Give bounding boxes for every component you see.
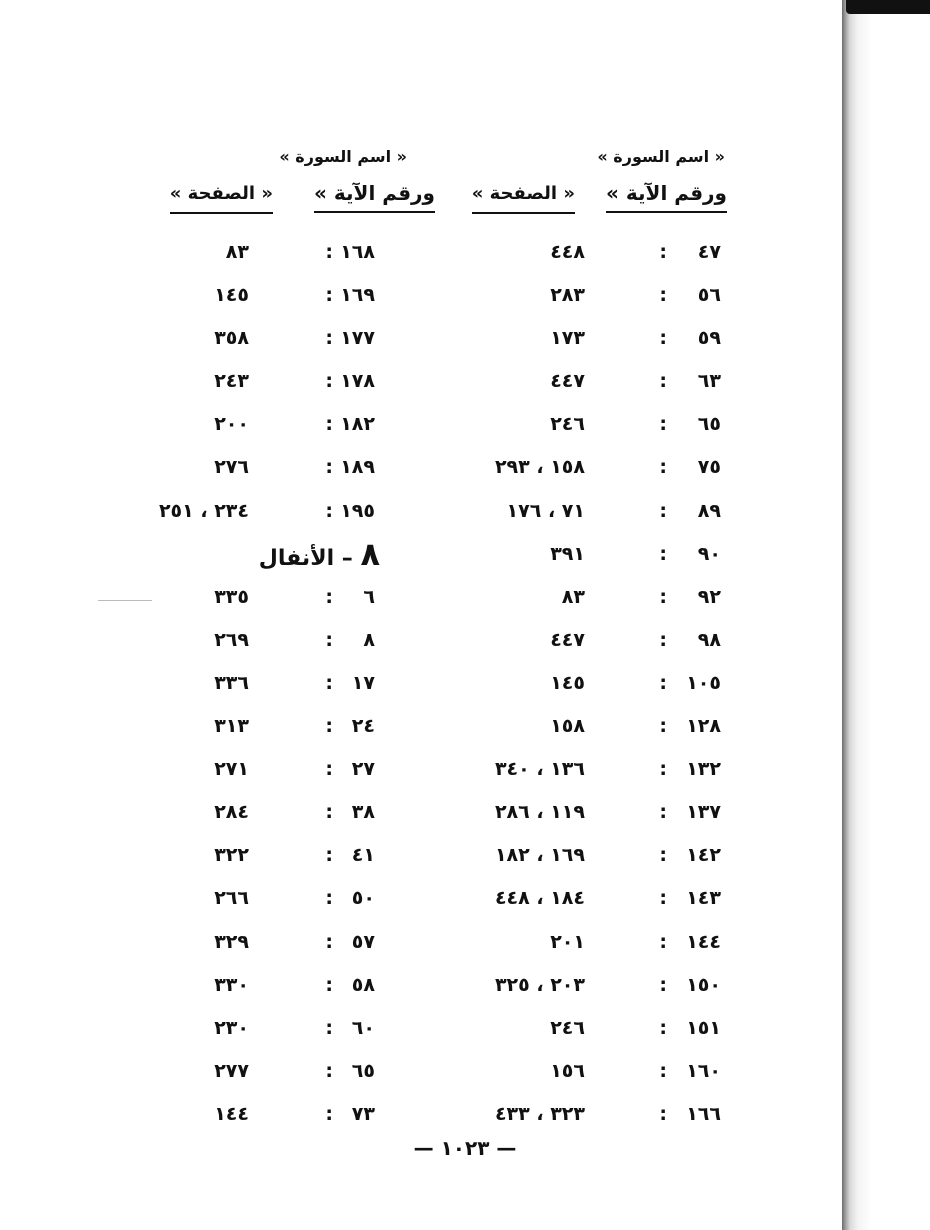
colon-separator: :	[659, 930, 667, 953]
index-row	[480, 662, 735, 705]
index-row	[180, 877, 445, 920]
colon-separator: :	[659, 370, 667, 393]
ayah-number: ١٦٦	[686, 1102, 721, 1125]
index-row	[180, 446, 445, 489]
page-refs: ٢٦٩	[214, 628, 249, 651]
ayah-number: ١٦٠	[686, 1059, 721, 1082]
page-refs: ١٧٣	[550, 327, 585, 350]
index-row	[180, 1050, 445, 1093]
colon-separator: :	[659, 1016, 667, 1039]
page-refs: ١٥٨	[550, 715, 585, 738]
page-refs: ٣٣٥	[214, 585, 249, 608]
ayah-number: ١٣٢	[686, 758, 721, 781]
ayah-number: ١٧	[351, 671, 375, 694]
page-refs: ٤٤٧	[550, 628, 585, 651]
page-refs: ١٣٦ ، ٣٤٠	[494, 758, 585, 781]
index-row	[180, 274, 445, 317]
index-row	[180, 705, 445, 748]
colon-separator: :	[659, 715, 667, 738]
colon-separator: :	[325, 715, 333, 738]
page-refs: ٨٣	[561, 585, 585, 608]
index-row	[480, 490, 735, 533]
index-row	[480, 360, 735, 403]
ayah-header: ورقم الآية »	[606, 181, 727, 213]
ayah-number: ٨٩	[697, 499, 721, 522]
surah-header: « اسم السورة »	[597, 147, 725, 166]
colon-separator: :	[325, 844, 333, 867]
index-row	[180, 403, 445, 446]
column-header	[471, 145, 735, 225]
colon-separator: :	[659, 499, 667, 522]
page-refs: ٢٣٠	[214, 1016, 249, 1039]
page-refs: ٣٢٢	[214, 844, 249, 867]
index-row	[480, 403, 735, 446]
index-row	[480, 1007, 735, 1050]
colon-separator: :	[659, 241, 667, 263]
index-row	[180, 662, 445, 705]
ayah-number: ٩٨	[697, 628, 721, 651]
index-row	[180, 1093, 445, 1136]
colon-separator: :	[659, 1059, 667, 1082]
index-row	[180, 791, 445, 834]
page-number: — ١٠٢٣ —	[413, 1136, 517, 1160]
index-row	[480, 317, 735, 360]
colon-separator: :	[325, 758, 333, 781]
colon-separator: :	[325, 456, 333, 479]
ayah-number: ١٠٥	[686, 671, 721, 694]
ayah-number: ٦	[363, 585, 375, 608]
index-row	[480, 921, 735, 964]
page-refs: ٧١ ، ١٧٦	[506, 499, 585, 522]
ayah-number: ٦٥	[697, 413, 721, 436]
index-rows	[158, 231, 445, 1136]
ayah-number: ١٢٨	[686, 715, 721, 738]
index-row	[480, 705, 735, 748]
ayah-number: ١٥١	[686, 1016, 721, 1039]
colon-separator: :	[659, 1102, 667, 1125]
page-refs: ٣٢٩	[214, 930, 249, 953]
page-refs: ٢٧٦	[214, 456, 249, 479]
page-refs: ٣٥٨	[214, 327, 249, 350]
page-refs: ٨٣	[225, 241, 249, 263]
index-row	[180, 576, 445, 619]
ayah-number: ٤٧	[697, 241, 721, 263]
index-row	[480, 877, 735, 920]
colon-separator: :	[325, 1102, 333, 1125]
colon-separator: :	[659, 671, 667, 694]
page-refs: ٢٤٦	[550, 413, 585, 436]
surah-number: ٨	[360, 534, 380, 573]
colon-separator: :	[659, 327, 667, 350]
page-refs: ١٤٥	[550, 671, 585, 694]
page-refs: ٢٧٧	[214, 1059, 249, 1082]
ayah-number: ٧٣	[351, 1102, 375, 1125]
page-refs: ٤٤٧	[550, 370, 585, 393]
page-refs: ٢٧١	[214, 758, 249, 781]
colon-separator: :	[325, 801, 333, 824]
ayah-number: ١٤٣	[686, 887, 721, 910]
surah-header: « اسم السورة »	[279, 147, 407, 166]
page-refs: ٣٩١	[550, 542, 585, 565]
book-spine-shadow	[842, 0, 930, 1230]
index-row	[180, 1007, 445, 1050]
ayah-number: ٩٠	[697, 542, 721, 565]
page-refs: ٢٨٤	[214, 801, 249, 824]
ayah-number: ٦٠	[351, 1016, 375, 1039]
page-refs: ٢٦٦	[214, 887, 249, 910]
colon-separator: :	[659, 456, 667, 479]
index-row	[480, 748, 735, 791]
index-row	[180, 748, 445, 791]
ayah-number: ١٨٢	[340, 413, 375, 436]
colon-separator: :	[325, 585, 333, 608]
colon-separator: :	[659, 887, 667, 910]
colon-separator: :	[325, 973, 333, 996]
ayah-number: ١٤٤	[686, 930, 721, 953]
ayah-number: ٨	[363, 628, 375, 651]
colon-separator: :	[659, 758, 667, 781]
ayah-number: ١٥٠	[686, 973, 721, 996]
page-refs: ١٨٤ ، ٤٤٨	[494, 887, 585, 910]
ayah-number: ١٦٩	[340, 284, 375, 307]
ayah-number: ١٧٧	[340, 327, 375, 350]
colon-separator: :	[325, 1016, 333, 1039]
ayah-number: ٥٠	[351, 887, 375, 910]
ayah-number: ٦٥	[351, 1059, 375, 1082]
index-row	[158, 490, 445, 533]
index-rows	[480, 231, 735, 1136]
scan-artifact	[98, 600, 152, 601]
ayah-number: ١٤٢	[686, 844, 721, 867]
ayah-number: ٩٢	[697, 585, 721, 608]
page-refs: ٢٠١	[550, 930, 585, 953]
ayah-number: ٢٧	[351, 758, 375, 781]
ayah-number: ٥٩	[697, 327, 721, 350]
index-row	[480, 274, 735, 317]
index-row	[480, 791, 735, 834]
page-refs: ٢٤٦	[550, 1016, 585, 1039]
index-row	[480, 446, 735, 489]
ayah-number: ٣٨	[351, 801, 375, 824]
colon-separator: :	[659, 801, 667, 824]
colon-separator: :	[325, 499, 333, 522]
ayah-number: ١٦٨	[340, 241, 375, 263]
ayah-number: ١٩٥	[340, 499, 375, 522]
index-column-right	[471, 145, 735, 1136]
page-header: « الصفحة »	[472, 183, 575, 214]
ayah-number: ٥٨	[351, 973, 375, 996]
index-row	[480, 619, 735, 662]
page-refs: ٣٢٣ ، ٤٣٣	[494, 1102, 585, 1125]
index-row	[180, 317, 445, 360]
index-row	[180, 834, 445, 877]
colon-separator: :	[659, 284, 667, 307]
page-refs: ٢٠٠	[214, 413, 249, 436]
index-row	[480, 834, 735, 877]
index-row	[180, 619, 445, 662]
book-spine-top	[846, 0, 930, 14]
index-column-left	[158, 145, 445, 1136]
colon-separator: :	[325, 671, 333, 694]
ayah-number: ١٣٧	[686, 801, 721, 824]
surah-separator: –	[341, 545, 353, 571]
page-refs: ٢٤٣	[214, 370, 249, 393]
index-row	[480, 1050, 735, 1093]
page-refs: ٤٤٨	[550, 241, 585, 263]
index-row	[480, 964, 735, 1007]
colon-separator: :	[659, 413, 667, 436]
colon-separator: :	[659, 585, 667, 608]
colon-separator: :	[325, 284, 333, 307]
index-row	[180, 921, 445, 964]
page-refs: ١٥٦	[550, 1059, 585, 1082]
colon-separator: :	[325, 413, 333, 436]
page-refs: ٣٣٦	[214, 671, 249, 694]
ayah-header: ورقم الآية »	[314, 181, 435, 213]
index-row	[480, 231, 735, 274]
colon-separator: :	[325, 628, 333, 651]
index-row	[180, 360, 445, 403]
ayah-number: ٥٦	[697, 284, 721, 307]
ayah-number: ١٨٩	[340, 456, 375, 479]
ayah-number: ٤١	[351, 844, 375, 867]
page-refs: ٢٣٤ ، ٢٥١	[158, 499, 249, 522]
page-refs: ١٦٩ ، ١٨٢	[494, 844, 585, 867]
colon-separator: :	[659, 628, 667, 651]
index-row	[180, 964, 445, 1007]
page-refs: ٣٣٠	[214, 973, 249, 996]
colon-separator: :	[659, 542, 667, 565]
page-refs: ١١٩ ، ٢٨٦	[494, 801, 585, 824]
colon-separator: :	[659, 973, 667, 996]
colon-separator: :	[659, 844, 667, 867]
colon-separator: :	[325, 327, 333, 350]
page-refs: ١٥٨ ، ٢٩٣	[494, 456, 585, 479]
page-refs: ١٤٥	[214, 284, 249, 307]
ayah-number: ٦٣	[697, 370, 721, 393]
page-header: « الصفحة »	[170, 183, 273, 214]
column-header	[169, 145, 445, 225]
page-refs: ٢٠٣ ، ٣٢٥	[494, 973, 585, 996]
index-row	[480, 576, 735, 619]
surah-heading	[180, 533, 445, 576]
colon-separator: :	[325, 370, 333, 393]
ayah-number: ٢٤	[351, 715, 375, 738]
page-refs: ٣١٣	[214, 715, 249, 738]
page-refs: ١٤٤	[214, 1102, 249, 1125]
index-row	[180, 231, 445, 274]
colon-separator: :	[325, 1059, 333, 1082]
index-row	[480, 1093, 735, 1136]
page-refs: ٢٨٣	[550, 284, 585, 307]
ayah-number: ١٧٨	[340, 370, 375, 393]
colon-separator: :	[325, 887, 333, 910]
ayah-number: ٧٥	[697, 456, 721, 479]
colon-separator: :	[325, 241, 333, 263]
colon-separator: :	[325, 930, 333, 953]
surah-name: الأنفال	[258, 545, 335, 571]
index-row	[480, 533, 735, 576]
ayah-number: ٥٧	[351, 930, 375, 953]
